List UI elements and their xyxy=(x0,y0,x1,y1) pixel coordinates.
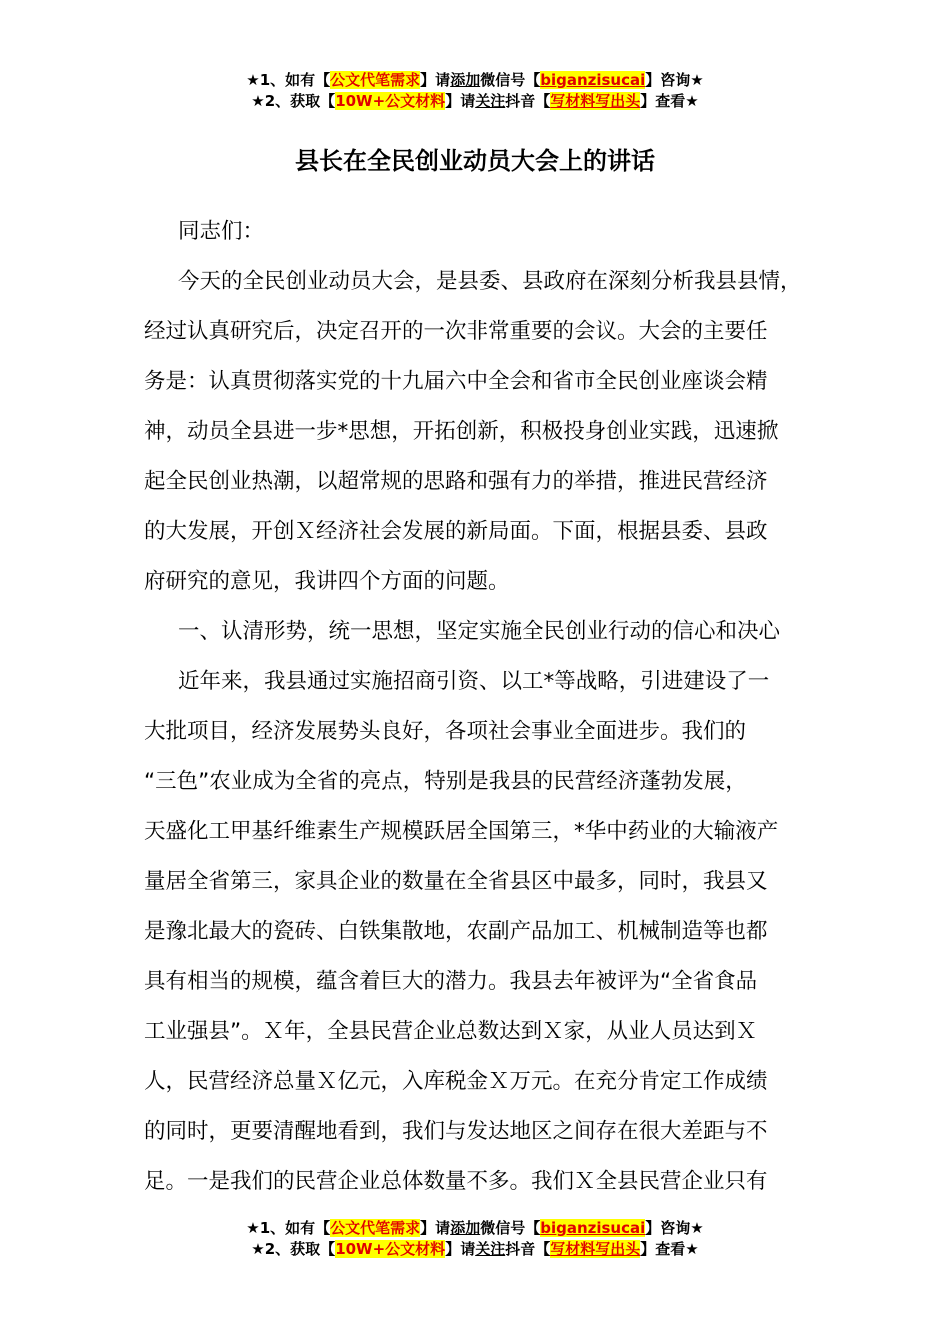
promo-text: 】咨询★ xyxy=(645,1219,704,1237)
promo-banner-bottom xyxy=(0,1218,950,1260)
promo-text: ★1、如有【 xyxy=(246,1219,331,1237)
paragraph-line: 天盛化工甲基纤维素生产规模跃居全国第三，*华中药业的大输液产 xyxy=(144,819,779,844)
promo-text: 抖音【 xyxy=(505,92,551,110)
promo-highlight: 公文代笔需求 xyxy=(330,1219,421,1237)
promo-text: 】请 xyxy=(420,71,451,89)
promo-emphasis: 添加 xyxy=(450,1219,481,1237)
promo-text: ★1、如有【 xyxy=(246,71,331,89)
promo-text: ★2、获取【 xyxy=(251,1240,336,1258)
promo-text: 】请 xyxy=(445,1240,476,1258)
paragraph-line: 起全民创业热潮，以超常规的思路和强有力的举措，推进民营经济 xyxy=(144,469,768,494)
paragraph-line: 的大发展，开创Ｘ经济社会发展的新局面。下面，根据县委、县政 xyxy=(144,519,768,544)
promo-highlight: 10W+公文材料 xyxy=(335,92,446,110)
salutation: 同志们： xyxy=(178,219,265,244)
paragraph-line: 今天的全民创业动员大会，是县委、县政府在深刻分析我县县情， xyxy=(178,269,802,294)
promo-text: 】请 xyxy=(420,1219,451,1237)
promo-text: ★2、获取【 xyxy=(251,92,336,110)
promo-wechat-id: biganzisucai xyxy=(540,1219,646,1237)
paragraph-line: 府研究的意见，我讲四个方面的问题。 xyxy=(144,569,510,594)
promo-douyin-id: 写材料写出头 xyxy=(550,1240,641,1258)
promo-text: 】查看★ xyxy=(640,1240,699,1258)
promo-line-1 xyxy=(0,70,950,91)
promo-emphasis: 添加 xyxy=(450,71,481,89)
promo-highlight: 10W+公文材料 xyxy=(335,1240,446,1258)
paragraph-line: 务是：认真贯彻落实党的十九届六中全会和省市全民创业座谈会精 xyxy=(144,369,768,394)
promo-banner-top xyxy=(0,70,950,112)
paragraph-line: 具有相当的规模，蕴含着巨大的潜力。我县去年被评为“全省食品 xyxy=(144,969,758,994)
promo-text: 抖音【 xyxy=(505,1240,551,1258)
document-body xyxy=(144,207,834,1207)
promo-line-2 xyxy=(0,91,950,112)
document-title: 县长在全民创业动员大会上的讲话 xyxy=(295,147,655,175)
promo-highlight: 公文代笔需求 xyxy=(330,71,421,89)
paragraph-line: 近年来，我县通过实施招商引资、以工*等战略，引进建设了一 xyxy=(178,669,770,694)
paragraph-line: 工业强县”。Ｘ年，全县民营企业总数达到Ｘ家，从业人员达到Ｘ xyxy=(144,1019,758,1044)
promo-text: 】查看★ xyxy=(640,92,699,110)
promo-emphasis: 关注 xyxy=(475,92,506,110)
paragraph-line: 足。一是我们的民营企业总体数量不多。我们Ｘ全县民营企业只有 xyxy=(144,1169,768,1194)
section-heading: 一、认清形势，统一思想，坚定实施全民创业行动的信心和决心 xyxy=(178,619,781,644)
paragraph-line: 是豫北最大的瓷砖、白铁集散地，农副产品加工、机械制造等也都 xyxy=(144,919,768,944)
promo-text: 】请 xyxy=(445,92,476,110)
promo-text: 微信号【 xyxy=(480,1219,541,1237)
promo-line-2 xyxy=(0,1239,950,1260)
promo-text: 】咨询★ xyxy=(645,71,704,89)
paragraph-line: 神，动员全县进一步*思想，开拓创新，积极投身创业实践，迅速掀 xyxy=(144,419,779,444)
promo-wechat-id: biganzisucai xyxy=(540,71,646,89)
paragraph-line: 经过认真研究后，决定召开的一次非常重要的会议。大会的主要任 xyxy=(144,319,768,344)
paragraph-line: 量居全省第三，家具企业的数量在全省县区中最多，同时，我县又 xyxy=(144,869,768,894)
promo-emphasis: 关注 xyxy=(475,1240,506,1258)
promo-douyin-id: 写材料写出头 xyxy=(550,92,641,110)
paragraph-line: 人，民营经济总量Ｘ亿元，入库税金Ｘ万元。在充分肯定工作成绩 xyxy=(144,1069,768,1094)
paragraph-line: “三色”农业成为全省的亮点，特别是我县的民营经济蓬勃发展， xyxy=(144,769,747,794)
promo-text: 微信号【 xyxy=(480,71,541,89)
paragraph-line: 大批项目，经济发展势头良好，各项社会事业全面进步。我们的 xyxy=(144,719,747,744)
paragraph-line: 的同时，更要清醒地看到，我们与发达地区之间存在很大差距与不 xyxy=(144,1119,768,1144)
promo-line-1 xyxy=(0,1218,950,1239)
